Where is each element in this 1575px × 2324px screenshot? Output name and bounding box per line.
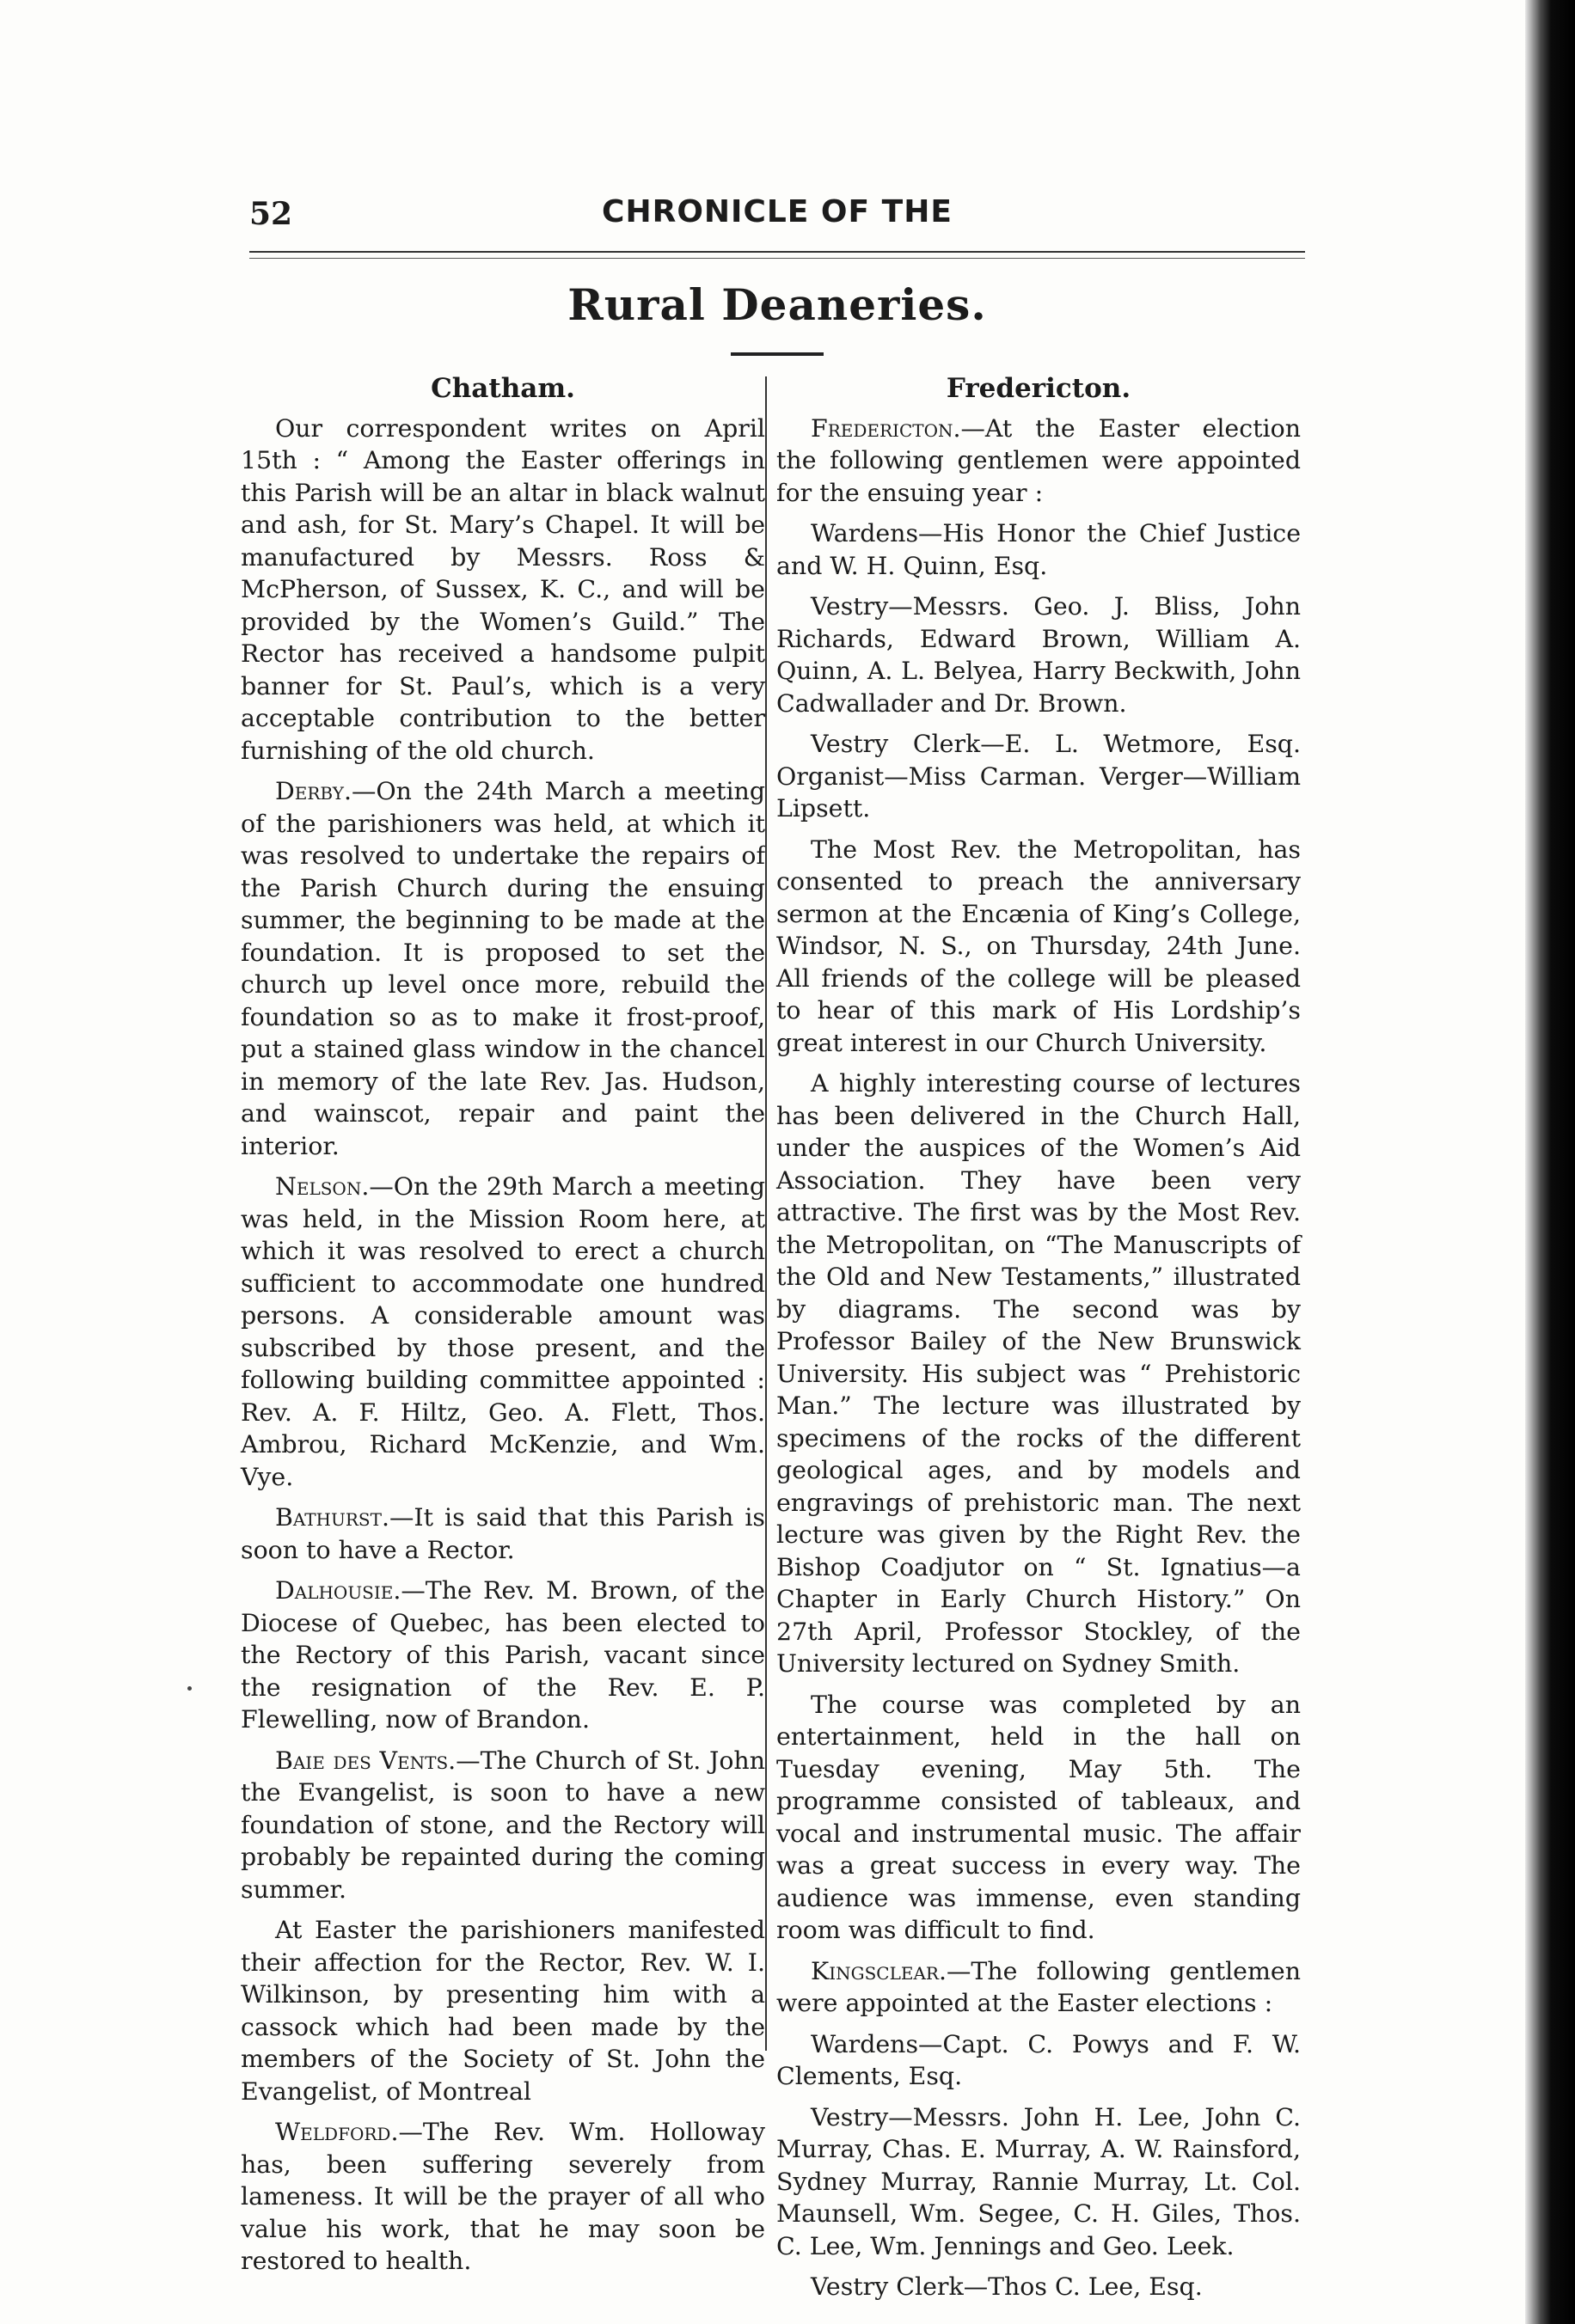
paragraph: Kingsclear.—The following gentlemen were appointed at the Easter elections : bbox=[776, 1956, 1301, 2017]
right-column bbox=[776, 371, 1301, 2301]
paragraph: Our correspondent writes on April 15th : “ Among the Easter offerings in this Parish will be an altar in black walnut and ash, for St. Mary’s Chapel. It will be manufactured by Messrs. Ross & McPherson, of Sussex, K. C., and will be provided by the Women’s Guild.” The Rector has received a handsome pulpit banner for St. Paul’s, which is a very acceptable contribution to the better furnishing of the old church. bbox=[241, 413, 765, 765]
paragraph: Wardens—Capt. C. Powys and F. W. Clements, Esq. bbox=[776, 2029, 1301, 2090]
paragraph: A highly interesting course of lectures has been delivered in the Church Hall, under the auspices of the Women’s Aid Association. They have been very attractive. The first was by the Most Rev. the Metropolitan, on “The Manuscripts of the Old and New Testaments,” illustrated by diagrams. The second was by Professor Bailey of the New Brunswick University. His subject was “ Prehistoric Man.” The lecture was illustrated by specimens of the rocks of the different geological ages, and by models and engravings of prehistoric man. The next lecture was given by the Right Rev. the Bishop Coadjutor on “ St. Ignatius—a Chapter in Early Church History.” On 27th April, Professor Stockley, of the University lectured on Sydney Smith. bbox=[776, 1069, 1301, 1678]
running-title: CHRONICLE OF THE bbox=[602, 194, 953, 229]
paragraph: Weldford.—The Rev. Wm. Holloway has, been suffering severely from lameness. It will be the prayer of all who value his work, that he may soon be restored to health. bbox=[241, 2118, 765, 2275]
page-header bbox=[249, 189, 1305, 241]
paragraph: Derby.—On the 24th March a meeting of the parishioners was held, at which it was resolved to undertake the repairs of the Parish Church during the ensuing summer, the beginning to be made at the foundation. It is proposed to set the church up level once more, rebuild the foundation so as to make it frost-proof, put a stained glass window in the chancel in memory of the late Rev. Jas. Hudson, and wainscot, repair and paint the interior. bbox=[241, 777, 765, 1160]
paragraph: The course was completed by an entertainment, held in the hall on Tuesday evening, May 5th. The programme consisted of tableaux, and vocal and instrumental music. The affair was a great success in every way. The audience was immense, even standing room was difficult to find. bbox=[776, 1690, 1301, 1944]
paragraph: Dalhousie.—The Rev. M. Brown, of the Diocese of Quebec, has been elected to the Rectory of this Parish, vacant since the resignation of the Rev. E. P. Flewelling, now of Brandon. bbox=[241, 1576, 765, 1734]
section-title: Rural Deaneries. bbox=[567, 279, 987, 330]
paragraph: Vestry—Messrs. John H. Lee, John C. Murray, Chas. E. Murray, A. W. Rainsford, Sydney Murray, Rannie Murray, Lt. Col. Maunsell, Wm. Segee, C. H. Giles, Thos. C. Lee, Wm. Jennings and Geo. Leek. bbox=[776, 2102, 1301, 2260]
paragraph: Bathurst.—It is said that this Parish is soon to have a Rector. bbox=[241, 1503, 765, 1564]
left-column bbox=[241, 371, 765, 2275]
ink-speck bbox=[187, 1686, 192, 1691]
paragraph: Vestry Clerk—Thos C. Lee, Esq. bbox=[811, 2272, 1203, 2301]
paragraph: At Easter the parishioners manifested their affection for the Rector, Rev. W. I. Wilkinson, by presenting him with a cassock which had been made by the members of the Society of St. John the Evangelist, of Montreal bbox=[241, 1916, 765, 2106]
column-divider bbox=[765, 376, 767, 2051]
paragraph: Vestry—Messrs. Geo. J. Bliss, John Richards, Edward Brown, William A. Quinn, A. L. Belyea, Harry Beckwith, John Cadwallader and Dr. Brown. bbox=[776, 592, 1301, 718]
page-number: 52 bbox=[249, 196, 293, 232]
paragraph: The Most Rev. the Metropolitan, has consented to preach the anniversary sermon at the Encænia of King’s College, Windsor, N. S., on Thursday, 24th June. All friends of the college will be pleased to hear of this mark of His Lordship’s great interest in our Church University. bbox=[776, 835, 1301, 1057]
paragraph: Fredericton.—At the Easter election the following gentlemen were appointed for the ensuing year : bbox=[776, 413, 1301, 507]
paragraph: Nelson.—On the 29th March a meeting was held, in the Mission Room here, at which it was resolved to erect a church sufficient to accommodate one hundred persons. A considerable amount was subscribed by those present, and the following building committee appointed : Rev. A. F. Hiltz, Geo. A. Flett, Thos. Ambrou, Richard McKenzie, and Wm. Vye. bbox=[241, 1172, 765, 1491]
header-rule bbox=[249, 251, 1305, 259]
paragraph: Vestry Clerk—E. L. Wetmore, Esq. Organist—Miss Carman. Verger—William Lipsett. bbox=[776, 730, 1301, 823]
title-rule bbox=[731, 352, 824, 356]
paragraph: Wardens—His Honor the Chief Justice and W. H. Quinn, Esq. bbox=[776, 519, 1301, 580]
column-heading: Chatham. bbox=[431, 373, 575, 404]
column-heading: Fredericton. bbox=[946, 373, 1131, 404]
paragraph: Baie des Vents.—The Church of St. John the Evangelist, is soon to have a new foundation of stone, and the Rectory will probably be repainted during the coming summer. bbox=[241, 1746, 765, 1904]
page-edge-shadow bbox=[1525, 0, 1575, 2324]
